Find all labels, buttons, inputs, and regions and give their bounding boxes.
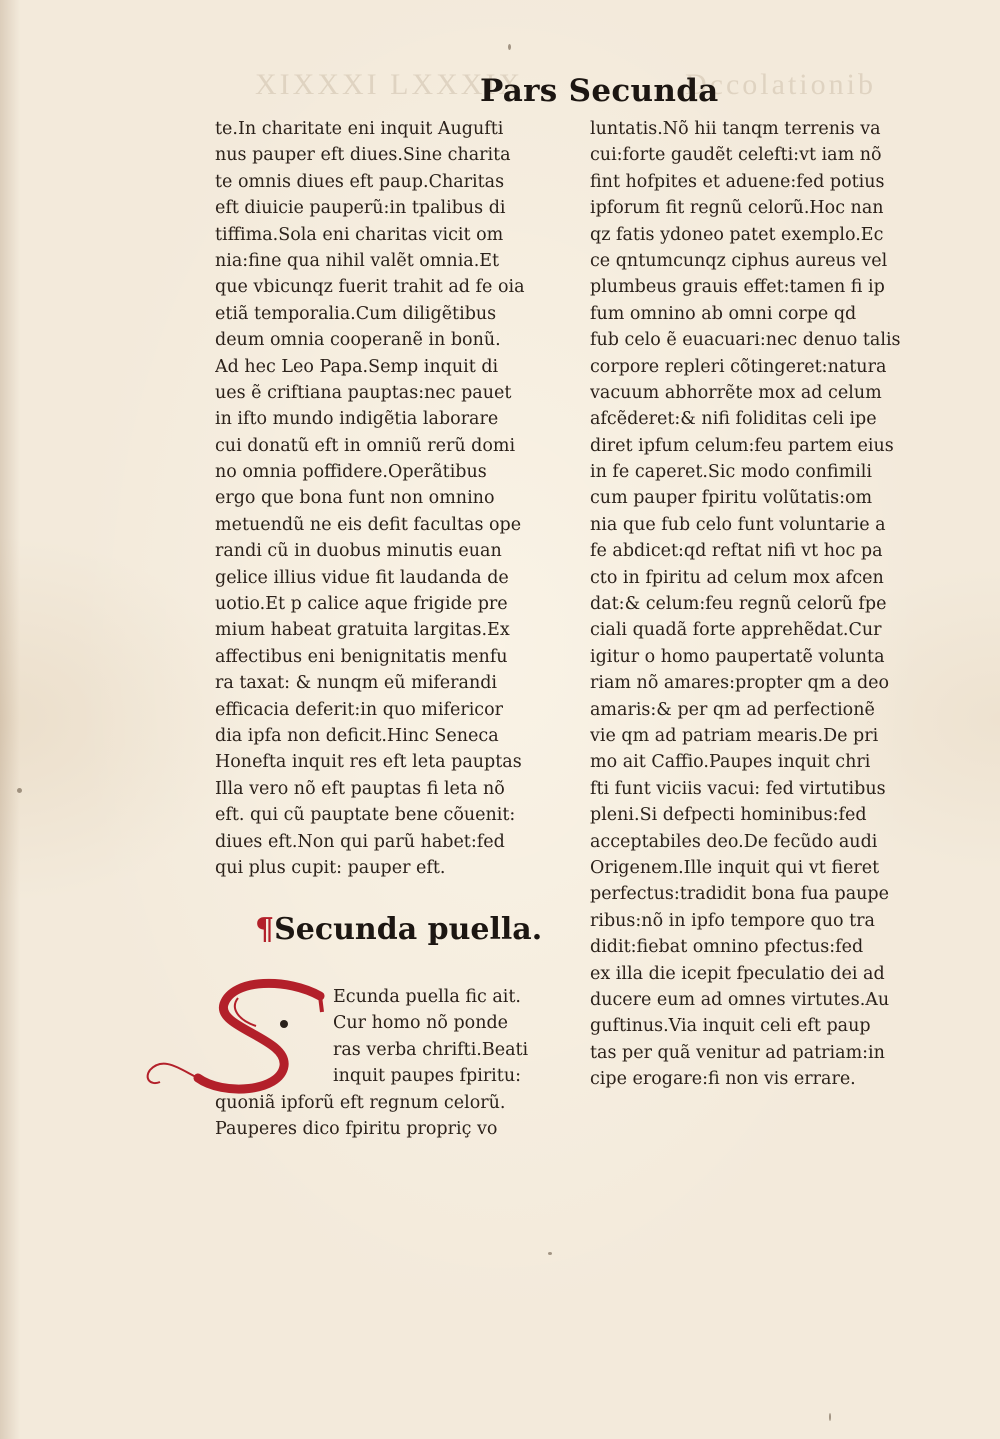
text-line: fti funt viciis vacui: fed virtutibus [590,778,886,799]
text-line: cui:forte gaudẽt celefti:vt iam nõ [590,145,882,166]
text-line: qui plus cupit: pauper eft. [215,857,446,878]
text-line: corpore repleri cõtingeret:natura [590,356,887,377]
text-line: in ifto mundo indigẽtia laborare [215,409,499,430]
text-line: Pauperes dico fpiritu propriç vo [215,1118,498,1139]
text-line: afcẽderet:& nifi foliditas celi ipe [590,409,877,430]
text-line: deum omnia cooperanẽ in bonũ. [215,330,501,351]
text-line: acceptabiles deo.De fecũdo audi [590,831,878,852]
text-line: tas per quã venitur ad patriam:in [590,1042,885,1063]
text-line: ues ẽ criftiana pauptas:nec pauet [215,382,512,403]
bleed-through-heading: Dccolationib [685,68,876,101]
text-line: inquit paupes fpiritu: [333,1066,521,1087]
right-column [590,116,935,1092]
text-line: uotio.Et p calice aque frigide pre [215,594,508,615]
text-line: ras verba chrifti.Beati [333,1039,529,1060]
text-line: te.In charitate eni inquit Augufti [215,119,504,139]
section-heading-text: Secunda puella. [274,912,543,947]
paper-speck [548,1252,552,1255]
running-head: Pars Secunda [480,73,719,109]
text-line: cto in fpiritu ad celum mox afcen [590,567,884,588]
text-line: efficacia deferit:in quo mifericor [215,699,503,720]
text-line: Ecunda puella fic ait. [333,987,521,1007]
text-line: fub celo ẽ euacuari:nec denuo talis [590,330,901,351]
text-line: etiã temporalia.Cum diligẽtibus [215,303,497,324]
text-line: gelice illius vidue fit laudanda de [215,567,509,588]
paper-speck [17,788,22,793]
text-line: quoniã ipforũ eft regnum celorũ. [215,1092,506,1113]
text-line: perfectus:tradidit bona fua paupe [590,884,889,905]
text-line: qz fatis ydoneo patet exemplo.Ec [590,224,884,245]
text-line: plumbeus grauis effet:tamen fi ip [590,277,885,298]
text-line: pleni.Si defpecti hominibus:fed [590,805,867,826]
text-line: Illa vero nõ eft pauptas fi leta nõ [215,778,505,799]
paper-speck [508,44,511,50]
text-line: ra taxat: & nunqm eũ miferandi [215,673,498,694]
rubric-mark: ¶ [255,912,275,947]
text-line: diret ipfum celum:feu partem eius [590,435,894,456]
text-line: igitur o homo paupertatẽ volunta [590,646,885,667]
text-line: cipe erogare:fi non vis errare. [590,1069,856,1090]
text-line: nus pauper eft diues.Sine charita [215,145,511,166]
text-line: fe abdicet:qd reftat nifi vt hoc pa [590,541,883,562]
text-line: in fe caperet.Sic modo confimili [590,462,872,483]
text-line: dat:& celum:feu regnũ celorũ fpe [590,594,887,615]
text-line: randi cũ in duobus minutis euan [215,541,502,562]
text-line: Cur homo nõ ponde [333,1013,509,1034]
text-line: tiffima.Sola eni charitas vicit om [215,224,504,245]
text-line: fint hofpites et aduene:fed potius [590,171,885,192]
text-line: Honefta inquit res eft leta pauptas [215,752,522,773]
text-line: ex illa die icepit fpeculatio dei ad [590,963,885,984]
section-heading [255,912,542,947]
text-line: mium habeat gratuita largitas.Ex [215,620,510,641]
text-line: diues eft.Non qui parũ habet:fed [215,831,505,852]
text-line: guftinus.Via inquit celi eft paup [590,1016,871,1037]
text-line: te omnis diues eft paup.Charitas [215,171,505,192]
text-line: ciali quadã forte apprehẽdat.Cur [590,620,882,641]
text-line: ducere eum ad omnes virtutes.Au [590,989,890,1010]
text-line: vie qm ad patriam mearis.De pri [590,725,879,746]
text-line: mo ait Caffio.Paupes inquit chri [590,752,871,773]
left-column-continuation [215,984,570,1142]
text-line: eft. qui cũ pauptate bene cõuenit: [215,805,516,826]
text-line: vacuum abhorrẽte mox ad celum [590,382,882,403]
text-line: ribus:nõ in ipfo tempore quo tra [590,910,875,931]
left-column [215,116,570,881]
text-line: amaris:& per qm ad perfectionẽ [590,699,875,720]
text-line: fum omnino ab omni corpe qd [590,303,857,324]
text-line: ergo que bona funt non omnino [215,488,495,509]
text-line: Origenem.Ille inquit qui vt fieret [590,857,880,878]
text-line: affectibus eni benignitatis menfu [215,646,508,667]
text-line: ipforum fit regnũ celorũ.Hoc nan [590,198,884,219]
text-line: didit:fiebat omnino pfectus:fed [590,937,864,958]
text-line: no omnia poffidere.Operãtibus [215,462,487,483]
text-line: luntatis.Nõ hii tanqm terrenis va [590,119,881,139]
text-line: nia que fub celo funt voluntarie a [590,514,886,535]
text-line: cui donatũ eft in omniũ rerũ domi [215,435,516,456]
text-line: eft diuicie pauperũ:in tpalibus di [215,198,506,219]
bleed-through-numeral: XIXXXI LXXXIX [255,68,524,101]
paper-speck [829,1413,831,1421]
text-line: cum pauper fpiritu volũtatis:om [590,488,873,509]
text-line: riam nõ amares:propter qm a deo [590,673,890,694]
text-line: ce qntumcunqz ciphus aureus vel [590,250,888,271]
text-line: Ad hec Leo Papa.Semp inquit di [215,356,499,377]
text-line: dia ipfa non deficit.Hinc Seneca [215,725,499,746]
text-line: metuendũ ne eis defit facultas ope [215,514,522,535]
text-line: nia:fine qua nihil valẽt omnia.Et [215,250,500,271]
page-edge-shadow [0,0,20,1439]
text-line: que vbicunqz fuerit trahit ad fe oia [215,277,525,298]
